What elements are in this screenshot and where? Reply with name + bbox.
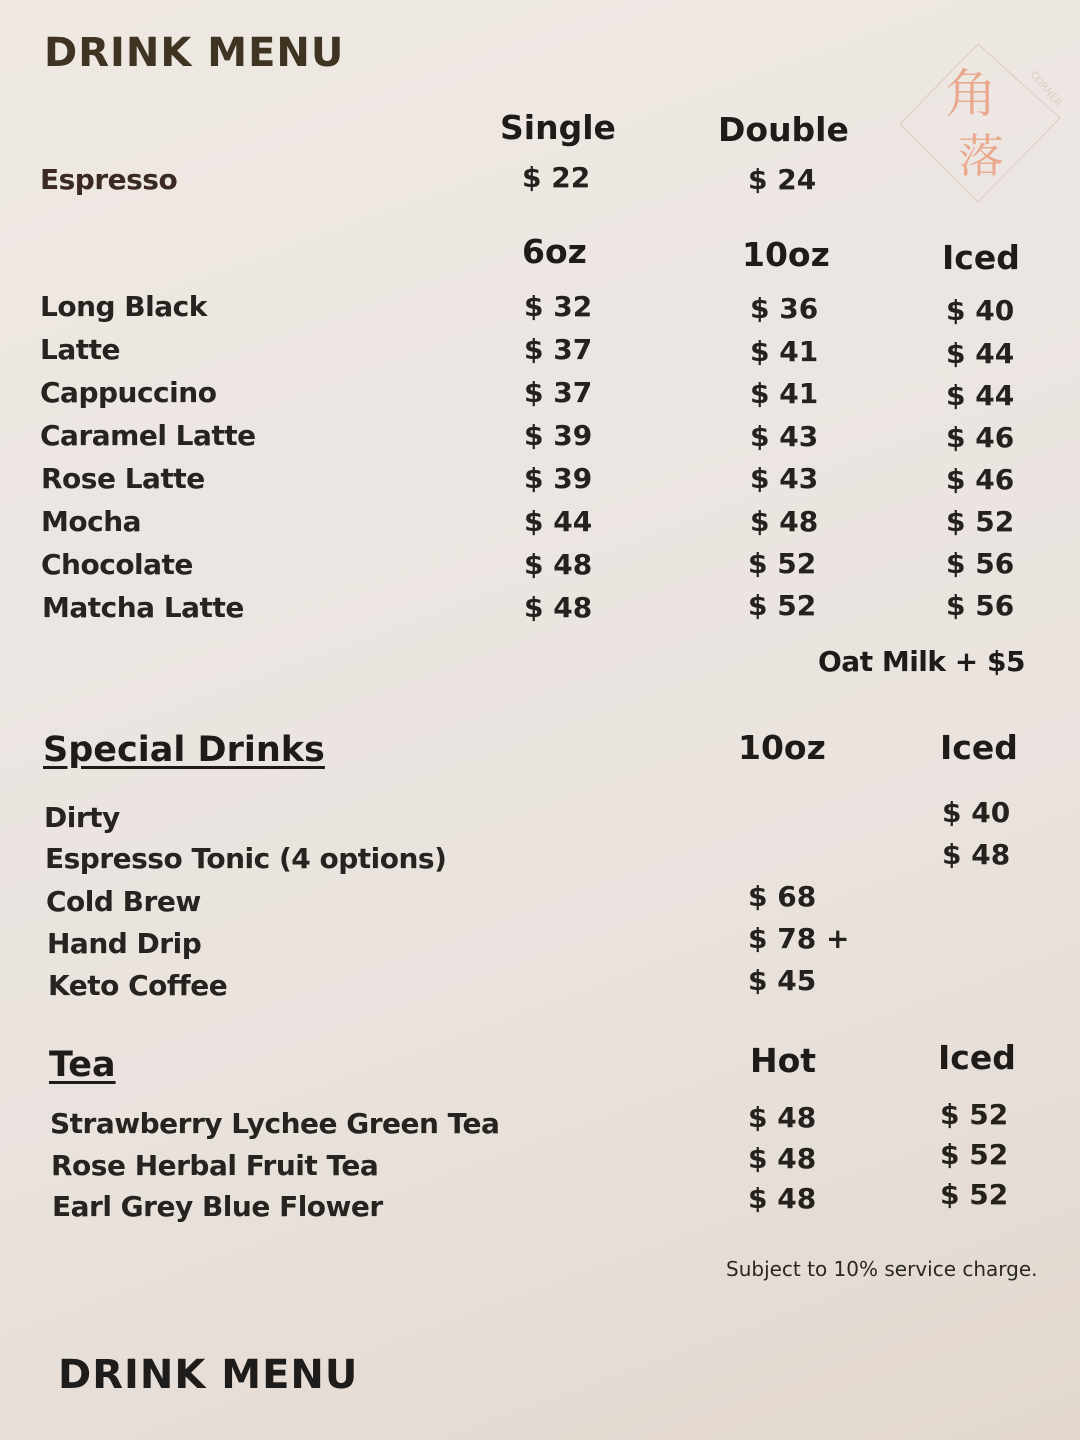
corner-logo — [900, 40, 1070, 210]
price-latte-6oz: $ 37 — [524, 333, 593, 366]
item-chocolate: Chocolate — [41, 548, 193, 581]
price-latte-10oz: $ 41 — [750, 335, 819, 368]
menu-title: DRINK MENU — [44, 30, 345, 76]
price-matcha-latte-iced: $ 56 — [946, 589, 1015, 622]
item-matcha-latte: Matcha Latte — [42, 591, 244, 624]
header-10oz: 10oz — [742, 235, 830, 274]
price-strawberry-lychee-iced: $ 52 — [940, 1098, 1009, 1131]
price-long-black-iced: $ 40 — [946, 294, 1015, 327]
item-espresso-tonic: Espresso Tonic (4 options) — [45, 842, 447, 875]
item-cappuccino: Cappuccino — [40, 376, 217, 409]
price-cappuccino-6oz: $ 37 — [524, 376, 593, 409]
service-charge-note: Subject to 10% service charge. — [726, 1257, 1038, 1281]
logo-char-2: 落 — [958, 129, 1004, 183]
item-earl-grey-blue-flower: Earl Grey Blue Flower — [52, 1190, 383, 1223]
header-single: Single — [500, 108, 616, 147]
item-long-black: Long Black — [40, 290, 207, 323]
price-espresso-double: $ 24 — [748, 163, 817, 196]
item-hand-drip: Hand Drip — [47, 927, 202, 960]
item-rose-herbal-fruit-tea: Rose Herbal Fruit Tea — [51, 1149, 379, 1182]
price-long-black-10oz: $ 36 — [750, 292, 819, 325]
price-chocolate-10oz: $ 52 — [748, 547, 817, 580]
price-rose-latte-6oz: $ 39 — [524, 462, 593, 495]
item-espresso: Espresso — [40, 163, 178, 196]
item-dirty: Dirty — [44, 801, 120, 834]
price-rose-latte-10oz: $ 43 — [750, 462, 819, 495]
logo-ring-text: CORNER — [1027, 69, 1064, 109]
item-caramel-latte: Caramel Latte — [40, 419, 256, 452]
price-rose-herbal-iced: $ 52 — [940, 1138, 1009, 1171]
price-long-black-6oz: $ 32 — [524, 290, 593, 323]
header-tea-iced: Iced — [938, 1038, 1016, 1077]
item-keto-coffee: Keto Coffee — [48, 969, 228, 1002]
item-rose-latte: Rose Latte — [41, 462, 205, 495]
item-strawberry-lychee-green-tea: Strawberry Lychee Green Tea — [50, 1107, 500, 1140]
price-dirty-iced: $ 40 — [942, 796, 1011, 829]
footer-menu-title: DRINK MENU — [58, 1352, 359, 1398]
header-double: Double — [718, 110, 849, 149]
price-chocolate-6oz: $ 48 — [524, 548, 593, 581]
price-cappuccino-iced: $ 44 — [946, 379, 1015, 412]
special-drinks-title: Special Drinks — [43, 730, 325, 770]
price-earl-grey-hot: $ 48 — [748, 1182, 817, 1215]
price-cold-brew-10oz: $ 68 — [748, 880, 817, 913]
header-iced: Iced — [942, 238, 1020, 277]
price-caramel-latte-10oz: $ 43 — [750, 420, 819, 453]
price-strawberry-lychee-hot: $ 48 — [748, 1101, 817, 1134]
header-special-10oz: 10oz — [738, 728, 826, 767]
price-earl-grey-iced: $ 52 — [940, 1178, 1009, 1211]
price-rose-latte-iced: $ 46 — [946, 463, 1015, 496]
price-caramel-latte-6oz: $ 39 — [524, 419, 593, 452]
price-espresso-tonic-iced: $ 48 — [942, 838, 1011, 871]
price-chocolate-iced: $ 56 — [946, 547, 1015, 580]
item-mocha: Mocha — [41, 505, 142, 538]
price-mocha-10oz: $ 48 — [750, 505, 819, 538]
price-matcha-latte-6oz: $ 48 — [524, 591, 593, 624]
price-mocha-iced: $ 52 — [946, 505, 1015, 538]
price-hand-drip-10oz: $ 78 + — [748, 922, 850, 955]
price-mocha-6oz: $ 44 — [524, 505, 593, 538]
price-keto-coffee-10oz: $ 45 — [748, 964, 817, 997]
header-tea-hot: Hot — [750, 1041, 817, 1080]
price-rose-herbal-hot: $ 48 — [748, 1142, 817, 1175]
header-special-iced: Iced — [940, 728, 1018, 767]
item-cold-brew: Cold Brew — [46, 885, 201, 918]
header-6oz: 6oz — [522, 232, 587, 271]
tea-title: Tea — [49, 1045, 116, 1085]
price-caramel-latte-iced: $ 46 — [946, 421, 1015, 454]
oat-milk-addon: Oat Milk + $5 — [818, 645, 1025, 678]
price-espresso-single: $ 22 — [522, 161, 591, 194]
price-matcha-latte-10oz: $ 52 — [748, 589, 817, 622]
price-cappuccino-10oz: $ 41 — [750, 377, 819, 410]
logo-char-1: 角 — [945, 65, 998, 125]
item-latte: Latte — [40, 333, 120, 366]
price-latte-iced: $ 44 — [946, 337, 1015, 370]
